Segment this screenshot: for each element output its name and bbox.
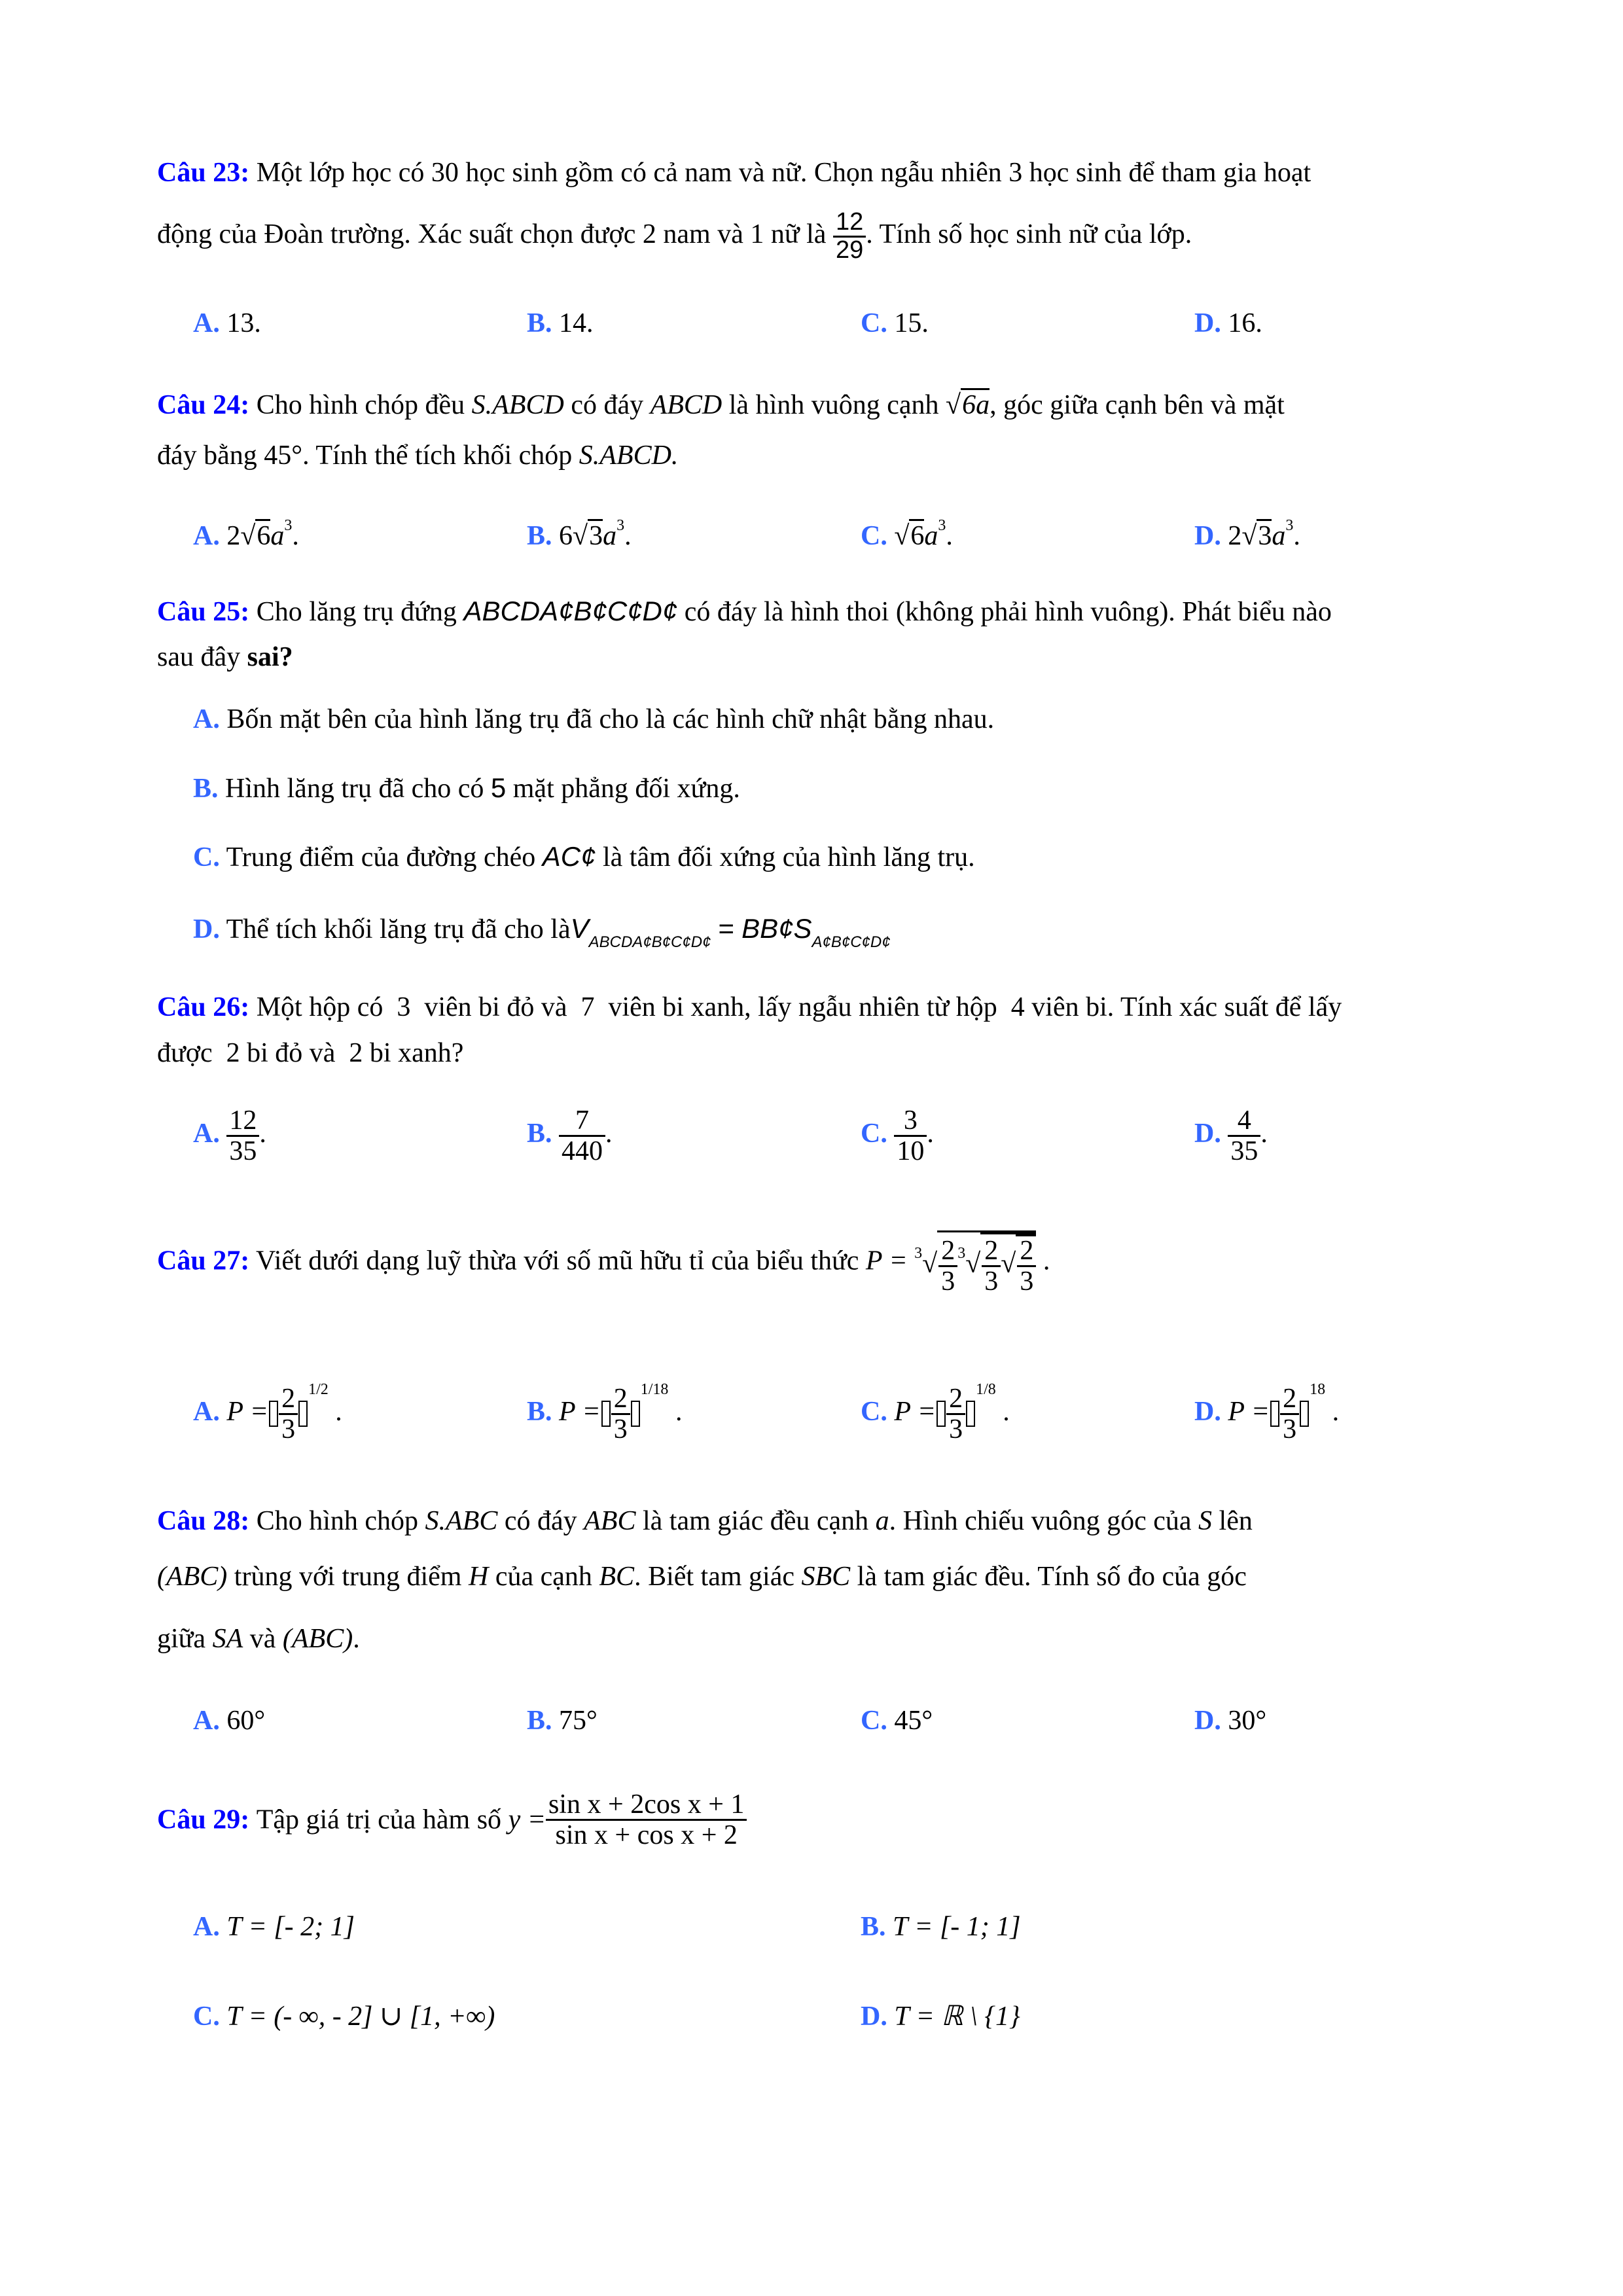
question-text: có đáy	[504, 1506, 577, 1536]
option-c[interactable]	[861, 1705, 933, 1736]
fraction	[833, 209, 866, 264]
option-d[interactable]: D. P = $\frac{2}{3}$ $^{18}$ .	[1194, 1381, 1340, 1444]
fraction	[1017, 1236, 1036, 1296]
math: 5	[490, 772, 507, 803]
math: H	[468, 1562, 489, 1592]
option-label: B.	[527, 1397, 552, 1427]
question-text: là tam giác đều cạnh	[642, 1506, 869, 1536]
fraction-num: 12	[835, 208, 864, 236]
question-text: sau đây	[157, 642, 241, 672]
option-label: C.	[861, 521, 887, 551]
question-text: giữa	[157, 1624, 206, 1654]
option-text: mặt phẳng đối xứng.	[512, 774, 740, 804]
fraction	[1228, 1106, 1260, 1166]
question-text: . Tính thể tích khối chóp	[302, 440, 573, 471]
question-number: Câu 26:	[157, 992, 250, 1022]
fraction-num: 4	[1237, 1105, 1251, 1136]
option-a[interactable]: A. $\frac{12}{35}$ .	[193, 1105, 266, 1167]
fraction-num: 2	[949, 1383, 963, 1414]
question-text: lên	[1219, 1506, 1253, 1536]
math: V	[570, 913, 589, 944]
radicand: 3	[1257, 519, 1272, 551]
math: SBC	[801, 1562, 851, 1592]
option-text: Thể tích khối lăng trụ đã cho là	[226, 914, 571, 944]
option-text: Trung điểm của đường chéo	[226, 842, 536, 872]
math: P =	[1228, 1397, 1270, 1427]
option-label: C.	[193, 2001, 220, 2032]
question-number: Câu 25:	[157, 597, 250, 627]
fraction-den: 3	[946, 1413, 965, 1444]
fraction	[1280, 1384, 1299, 1444]
option-value: 60°	[226, 1706, 266, 1736]
math: S.ABCD	[471, 390, 564, 420]
option-label: B.	[527, 521, 552, 551]
option-c[interactable]: C. $√6a^3$.	[861, 517, 953, 551]
fraction-num: 2	[281, 1383, 296, 1414]
question-text: là tam giác đều. Tính số đo của góc	[857, 1562, 1247, 1592]
exp: 3	[284, 517, 293, 534]
option-text: Hình lăng trụ đã cho có	[225, 774, 484, 804]
math: P =	[559, 1397, 601, 1427]
option-a[interactable]	[193, 704, 994, 735]
option-label: B.	[193, 774, 219, 804]
exponent: 1/18	[640, 1381, 669, 1398]
fraction-den: 3	[1280, 1413, 1299, 1444]
math: BC	[599, 1562, 635, 1592]
fraction-den: sin x + cos x + 2	[546, 1819, 747, 1850]
option-value: 16.	[1228, 308, 1262, 338]
option-label: D.	[193, 914, 220, 944]
math: 45°	[264, 440, 303, 471]
math: ABCD	[650, 390, 722, 420]
question-text: được 2 bi đỏ và 2 bi xanh?	[157, 1038, 464, 1068]
fraction-num: 2	[1020, 1236, 1034, 1266]
question-text: động của Đoàn trường. Xác suất chọn được 2 nam và 1 nữ là	[157, 219, 827, 250]
option-label: C.	[861, 1119, 887, 1149]
option-a[interactable]	[193, 1911, 355, 1943]
option-label: B.	[527, 1706, 552, 1736]
option-label: A.	[193, 308, 220, 338]
fraction-den: 3	[611, 1413, 630, 1444]
option-b[interactable]	[861, 1911, 1021, 1943]
option-label: A.	[193, 521, 220, 551]
question-text: , góc giữa cạnh bên và mặt	[990, 390, 1285, 420]
fraction-num: 12	[229, 1105, 257, 1136]
math: AC¢	[542, 841, 596, 872]
missing-glyph-box	[269, 1401, 278, 1427]
fraction-num: 2	[941, 1236, 955, 1266]
option-value: 15.	[894, 308, 929, 338]
option-d[interactable]	[1194, 308, 1262, 339]
math: P =	[865, 1246, 908, 1276]
exp: 3	[616, 517, 625, 534]
question-text: . Tính số học sinh nữ của lớp.	[866, 219, 1192, 250]
question-text: Cho hình chóp	[256, 1506, 419, 1536]
question-text: có đáy là hình thoi (không phải hình vuông). Phát biểu nào	[684, 597, 1332, 627]
option-label: A.	[193, 1706, 220, 1736]
exp: 3	[938, 517, 946, 534]
missing-glyph-box	[1300, 1401, 1309, 1427]
option-c[interactable]	[193, 841, 975, 873]
option-c[interactable]	[861, 308, 929, 339]
option-c[interactable]: C. $\frac{3}{10}$ .	[861, 1105, 934, 1167]
fraction-den: 3	[938, 1265, 957, 1296]
question-text: đáy bằng	[157, 440, 257, 471]
option-d[interactable]	[861, 2000, 1020, 2032]
fraction-den: 3	[279, 1413, 298, 1444]
question-number: Câu 23:	[157, 158, 250, 188]
nested-root-expression: $^3$√ $\frac{2}{3}$ $^3$√ $\frac{2}{3}$ √ $\frac{2}{3}$	[914, 1230, 1036, 1296]
exponent: 18	[1310, 1381, 1326, 1398]
question-28-line1	[157, 1505, 1253, 1537]
option-label: D.	[1194, 521, 1221, 551]
question-text: Một hộp có 3 viên bi đỏ và 7 viên bi xanh, lấy ngẫu nhiên từ hộp 4 viên bi. Tính xác suất để lấy	[256, 992, 1342, 1022]
var: a	[1272, 521, 1286, 551]
math: = BB¢S	[717, 913, 812, 944]
question-text: Tập giá trị của hàm số	[256, 1804, 502, 1835]
option-label: A.	[193, 1397, 220, 1427]
math: (ABC)	[157, 1562, 228, 1592]
fraction-den: 35	[1228, 1135, 1260, 1166]
fraction-num: 3	[903, 1105, 918, 1136]
math: ABCDA¢B¢C¢D¢	[463, 596, 678, 626]
question-emphasis: sai?	[247, 642, 293, 672]
question-24-line1	[157, 389, 1285, 421]
option-d[interactable]: D. $2√3a^3$.	[1194, 517, 1300, 551]
option-b[interactable]	[527, 308, 594, 339]
option-label: D.	[1194, 1119, 1221, 1149]
sqrt: √6a	[946, 388, 990, 420]
fraction	[938, 1236, 957, 1296]
question-26-line2	[157, 1037, 463, 1069]
missing-glyph-box	[631, 1401, 640, 1427]
option-label: D.	[1194, 1706, 1221, 1736]
fraction	[279, 1384, 298, 1444]
math: SA	[212, 1624, 243, 1654]
option-c[interactable]: C. P = $\frac{2}{3}$ $^{1/8}$ .	[861, 1381, 1010, 1444]
question-29	[157, 1790, 747, 1850]
fraction	[546, 1790, 747, 1850]
var: a	[924, 521, 938, 551]
math: S	[1198, 1506, 1213, 1536]
option-label: D.	[1194, 308, 1221, 338]
question-number: Câu 27:	[157, 1246, 250, 1276]
question-number: Câu 24:	[157, 390, 250, 420]
missing-glyph-box	[936, 1401, 946, 1427]
math: ABC	[584, 1506, 636, 1536]
option-label: B.	[527, 1119, 552, 1149]
missing-glyph-box	[1270, 1401, 1279, 1427]
option-text: Bốn mặt bên của hình lăng trụ đã cho là các hình chữ nhật bằng nhau.	[226, 704, 995, 734]
fraction-num: sin x + 2cos x + 1	[548, 1789, 745, 1820]
fraction-num: 2	[613, 1383, 628, 1414]
exponent: 1/8	[976, 1381, 996, 1398]
fraction-den: 35	[226, 1135, 259, 1166]
question-24-line2	[157, 440, 678, 471]
option-label: D.	[861, 2001, 887, 2032]
option-label: C.	[193, 842, 220, 872]
option-label: D.	[1194, 1397, 1221, 1427]
radicand: 3	[588, 519, 603, 551]
var: a	[603, 521, 617, 551]
question-28-line2	[157, 1561, 1247, 1592]
option-label: C.	[861, 308, 887, 338]
option-c[interactable]	[193, 2000, 495, 2032]
fraction-num: 2	[984, 1236, 999, 1266]
var: a	[270, 521, 285, 551]
fraction-den: 29	[833, 236, 866, 264]
option-label: A.	[193, 704, 220, 734]
option-label: B.	[527, 308, 552, 338]
exp: 3	[1285, 517, 1294, 534]
radicand: 6a	[961, 388, 990, 420]
root-index: 3	[957, 1245, 966, 1263]
question-23-line1	[157, 157, 1311, 188]
option-value: 45°	[894, 1706, 933, 1736]
option-a[interactable]: A. P = $\frac{2}{3}$ $^{1/2}$ .	[193, 1381, 342, 1444]
question-28-line3	[157, 1623, 360, 1655]
option-value: T = (- ∞, - 2] ∪ [1, +∞)	[226, 2001, 495, 2032]
question-27: Câu 27: Viết dưới dạng luỹ thừa với số mũ hữu tỉ của biểu thức P = $^3$√ $\frac{2}{3}$ $^3$√ $\frac{2}{3}$ √ $\frac{2}{3}$ .	[157, 1230, 1050, 1296]
question-text: và	[249, 1624, 276, 1654]
fraction-den: 440	[559, 1135, 605, 1166]
math: P =	[226, 1397, 269, 1427]
radicand: 6	[909, 519, 924, 551]
question-text: có đáy	[571, 390, 644, 420]
option-label: A.	[193, 1912, 220, 1942]
math: a	[875, 1506, 889, 1536]
math: S.ABC	[425, 1506, 498, 1536]
option-a[interactable]: A. $2√6a^3$.	[193, 517, 299, 551]
fraction	[946, 1384, 965, 1444]
option-value: 14.	[559, 308, 594, 338]
fraction-den: 3	[982, 1265, 1001, 1296]
math: y =	[508, 1804, 546, 1835]
fraction	[894, 1106, 927, 1166]
exponent: 1/2	[308, 1381, 329, 1398]
option-d[interactable]	[193, 913, 891, 952]
fraction-num: 7	[575, 1105, 590, 1136]
math: P =	[894, 1397, 936, 1427]
option-b[interactable]: B. $\frac{7}{440}$ .	[527, 1105, 613, 1167]
question-23-line2	[157, 209, 1192, 264]
question-text: . Hình chiếu vuông góc của	[889, 1506, 1192, 1536]
option-value: T = ℝ \ {1}	[894, 2001, 1020, 2032]
missing-glyph-box	[601, 1401, 611, 1427]
option-label: B.	[861, 1912, 886, 1942]
math-subscript: A¢B¢C¢D¢	[812, 933, 891, 951]
fraction-den: 10	[894, 1135, 927, 1166]
question-number: Câu 29:	[157, 1804, 250, 1835]
fraction	[982, 1236, 1001, 1296]
option-a[interactable]	[193, 308, 261, 339]
root-index: 3	[914, 1245, 923, 1263]
question-text: Một lớp học có 30 học sinh gồm có cả nam và nữ. Chọn ngẫu nhiên 3 học sinh để tham gia hoạt	[256, 158, 1311, 188]
fraction	[226, 1106, 259, 1166]
missing-glyph-box	[966, 1401, 975, 1427]
option-a[interactable]	[193, 1705, 265, 1736]
question-text: Cho hình chóp đều	[256, 390, 465, 420]
option-d[interactable]	[1194, 1705, 1266, 1736]
question-26-line1	[157, 992, 1342, 1023]
option-label: C.	[861, 1397, 887, 1427]
math-subscript: ABCDA¢B¢C¢D¢	[588, 933, 711, 951]
coef: 6	[559, 521, 573, 551]
radicand: 6	[255, 519, 270, 551]
option-label: C.	[861, 1706, 887, 1736]
missing-glyph-box	[298, 1401, 308, 1427]
option-label: A.	[193, 1119, 220, 1149]
option-value: 75°	[559, 1706, 597, 1736]
fraction	[611, 1384, 630, 1444]
coef: 2	[226, 521, 241, 551]
fraction-num: 2	[1283, 1383, 1297, 1414]
option-value: T = [- 2; 1]	[226, 1912, 355, 1942]
question-25-line1	[157, 596, 1332, 628]
option-value: T = [- 1; 1]	[893, 1912, 1021, 1942]
option-b[interactable]: B. P = $\frac{2}{3}$ $^{1/18}$ .	[527, 1381, 683, 1444]
option-b[interactable]: B. $6√3a^3$.	[527, 517, 632, 551]
question-text: là hình vuông cạnh	[728, 390, 939, 420]
fraction-den: 3	[1017, 1265, 1036, 1296]
option-text: là tâm đối xứng của hình lăng trụ.	[602, 842, 975, 872]
option-b[interactable]	[193, 772, 740, 804]
question-number: Câu 28:	[157, 1506, 250, 1536]
question-text: trùng với trung điểm	[234, 1562, 462, 1592]
question-text: . Biết tam giác	[634, 1562, 794, 1592]
fraction	[559, 1106, 605, 1166]
question-text: của cạnh	[495, 1562, 592, 1592]
option-value: 13.	[226, 308, 261, 338]
question-25-line2	[157, 641, 293, 673]
math: S.ABCD.	[579, 440, 679, 471]
coef: 2	[1228, 521, 1242, 551]
question-text: Cho lăng trụ đứng	[256, 597, 457, 627]
option-value: 30°	[1228, 1706, 1267, 1736]
math: (ABC)	[282, 1624, 353, 1654]
option-b[interactable]	[527, 1705, 597, 1736]
option-d[interactable]: D. $\frac{4}{35}$ .	[1194, 1105, 1268, 1167]
question-text: .	[353, 1624, 360, 1654]
question-text: Viết dưới dạng luỹ thừa với số mũ hữu tỉ của biểu thức	[255, 1246, 859, 1276]
